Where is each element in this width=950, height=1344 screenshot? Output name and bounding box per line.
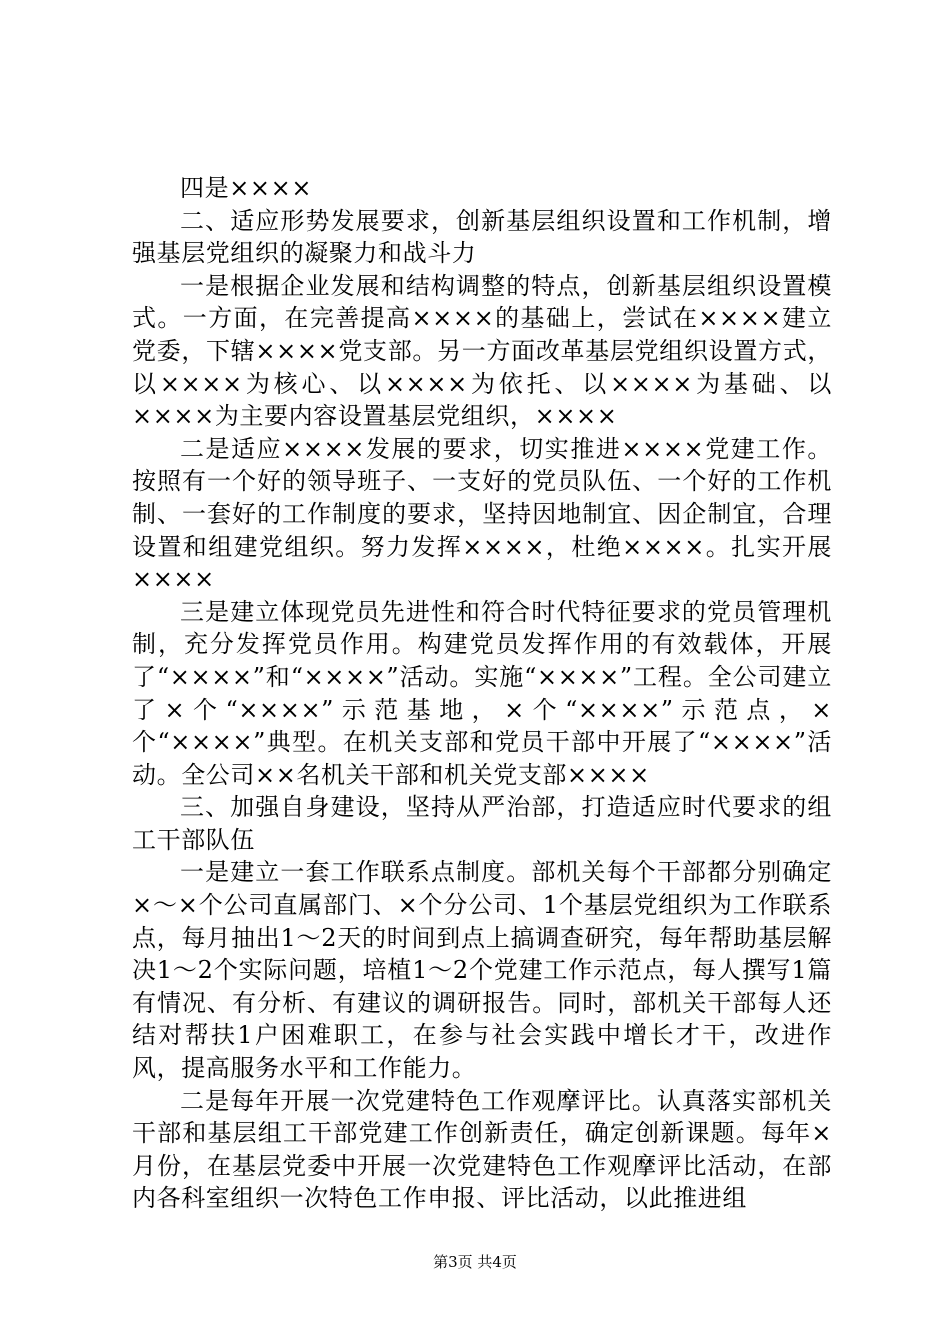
page-number-label: 第3页 共4页 [433,1253,517,1271]
section-heading: 二、适应形势发展要求，创新基层组织设置和工作机制，增强基层党组织的凝聚力和战斗力 [132,206,832,268]
paragraph: 三是建立体现党员先进性和符合时代特征要求的党员管理机制，充分发挥党员作用。构建党员发挥作用的有效载体，开展了“××××”和“××××”活动。实施“××××”工程。全公司建立了×个“××××”示范基地，×个“××××”示范点，×个“××××”典型。在机关支部和党员干部中开展了“××××”活动。全公司××名机关干部和机关党支部×××× [132,597,832,789]
paragraph: 四是×××× [180,174,313,202]
section-heading: 三、加强自身建设，坚持从严治部，打造适应时代要求的组工干部队伍 [132,793,832,854]
paragraph: 一是根据企业发展和结构调整的特点，创新基层组织设置模式。一方面，在完善提高××××的基础上，尝试在××××建立党委，下辖××××党支部。另一方面改革基层党组织设置方式，以××××为核心、以××××为依托、以××××为基础、以××××为主要内容设置基层党组织，×××× [132,271,832,431]
page-footer [0,1252,950,1272]
document-body [132,172,832,1215]
paragraph: 二是适应××××发展的要求，切实推进××××党建工作。按照有一个好的领导班子、一支好的党员队伍、一个好的工作机制、一套好的工作制度的要求，坚持因地制宜、因企制宜，合理设置和组建党组织。努力发挥××××，杜绝××××。扎实开展×××× [132,434,832,594]
paragraph: 一是建立一套工作联系点制度。部机关每个干部都分别确定×～×个公司直属部门、×个分公司、1个基层党组织为工作联系点，每月抽出1～2天的时间到点上搞调查研究，每年帮助基层解决1～2个实际问题，培植1～2个党建工作示范点，每人撰写1篇有情况、有分析、有建议的调研报告。同时，部机关干部每人还结对帮扶1户困难职工，在参与社会实践中增长才干，改进作风，提高服务水平和工作能力。 [132,858,832,1083]
paragraph: 二是每年开展一次党建特色工作观摩评比。认真落实部机关干部和基层组工干部党建工作创新责任，确定创新课题。每年×月份，在基层党委中开展一次党建特色工作观摩评比活动，在部内各科室组织一次特色工作申报、评比活动，以此推进组 [132,1086,832,1213]
